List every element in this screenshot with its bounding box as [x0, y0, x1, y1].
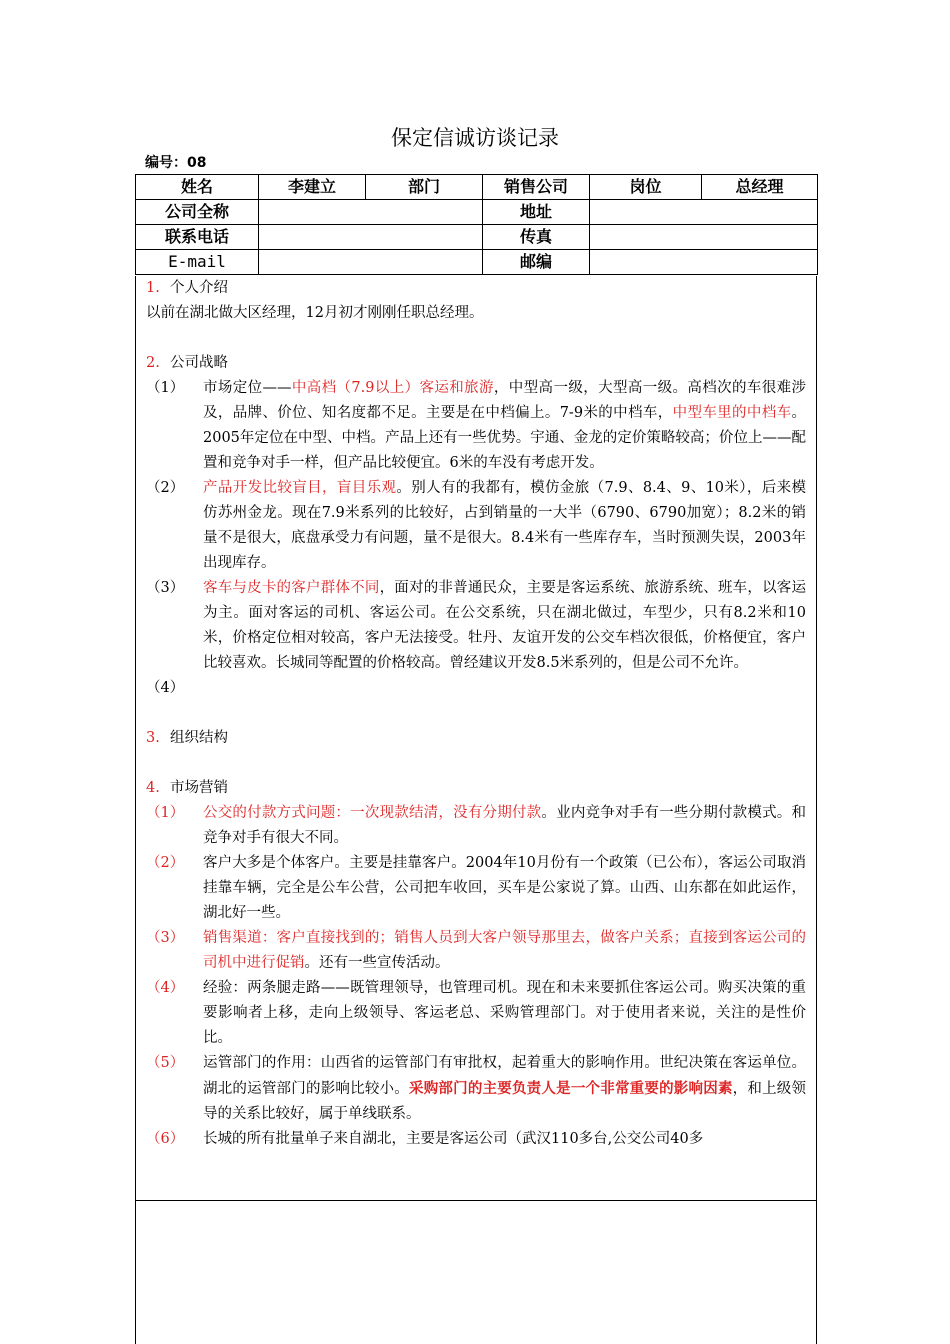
interview-content [135, 276, 817, 1344]
value-position: 总经理 [702, 175, 818, 200]
document-number: 编号：08 [145, 155, 207, 171]
value-address [590, 200, 818, 225]
info-table [135, 174, 818, 275]
list-item: （4） 经验：两条腿走路——既管理领导，也管理司机。现在和未来要抓住客运公司。购买决策的重要影响者上移，走向上级领导、客运老总、采购管理部门。对于使用者来说，关注的是性价比。 [146, 980, 806, 1046]
value-phone [259, 225, 483, 250]
section-heading: 1. 个人介绍 [146, 280, 228, 296]
page-bottom-border [135, 1200, 817, 1201]
section-heading: 4. 市场营销 [146, 780, 228, 796]
label-address: 地址 [483, 200, 590, 225]
label-name: 姓名 [136, 175, 259, 200]
table-row [136, 200, 818, 225]
label-position: 岗位 [590, 175, 702, 200]
value-postcode [590, 250, 818, 275]
list-item: （5） 运管部门的作用：山西省的运管部门有审批权，起着重大的影响作用。世纪决策在客运单位。湖北的运管部门的影响比较小。采购部门的主要负责人是一个非常重要的影响因素，和上级领导的关系比较好，属于单线联系。 [146, 1055, 806, 1122]
table-row [136, 175, 818, 200]
list-item: （1） 市场定位——中高档（7.9以上）客运和旅游，中型高一级，大型高一级。高档次的车很难涉及，品牌、价位、知名度都不足。主要是在中档偏上。7-9米的中档车，中型车里的中档车。2005年定位在中型、中档。产品上还有一些优势。宇通、金龙的定价策略较高；价位上——配置和竞争对手一样，但产品比较便宜。6米的车没有考虑开发。 [146, 380, 806, 471]
section-heading: 2. 公司战略 [146, 355, 228, 371]
label-email: E-mail [136, 250, 259, 275]
value-name: 李建立 [259, 175, 366, 200]
label-company-name: 公司全称 [136, 200, 259, 225]
label-phone: 联系电话 [136, 225, 259, 250]
page-title: 保定信诚访谈记录 [391, 126, 559, 150]
label-postcode: 邮编 [483, 250, 590, 275]
value-fax [590, 225, 818, 250]
list-item: （1） 公交的付款方式问题：一次现款结清，没有分期付款。业内竞争对手有一些分期付款模式。和竞争对手有很大不同。 [146, 805, 806, 846]
label-fax: 传真 [483, 225, 590, 250]
list-item: （2） 客户大多是个体客户。主要是挂靠客户。2004年10月份有一个政策（已公布），客运公司取消挂靠车辆，完全是公车公营，公司把车收回，买车是公家说了算。山西、山东都在如此运作，湖北好一些。 [146, 855, 806, 921]
table-row [136, 225, 818, 250]
list-item: （3） 销售渠道：客户直接找到的；销售人员到大客户领导那里去，做客户关系；直接到客运公司的司机中进行促销。还有一些宣传活动。 [146, 930, 806, 971]
section-text: 以前在湖北做大区经理，12月初才刚刚任职总经理。 [146, 305, 484, 321]
list-item: （4） [146, 680, 185, 696]
value-email [259, 250, 483, 275]
value-company-name [259, 200, 483, 225]
section-heading: 3. 组织结构 [146, 730, 228, 746]
list-item: （6） 长城的所有批量单子来自湖北，主要是客运公司（武汉110多台,公交公司40多 [146, 1131, 704, 1147]
list-item: （3） 客车与皮卡的客户群体不同，面对的非普通民众，主要是客运系统、旅游系统、班车，以客运为主。面对客运的司机、客运公司。在公交系统，只在湖北做过，车型少，只有8.2米和10米，价格定位相对较高，客户无法接受。牡丹、友谊开发的公交车档次很低，价格便宜，客户比较喜欢。长城同等配置的价格较高。曾经建议开发8.5米系列的，但是公司不允许。 [146, 580, 806, 671]
value-department: 销售公司 [483, 175, 590, 200]
list-item: （2） 产品开发比较盲目，盲目乐观。别人有的我都有，模仿金旅（7.9、8.4、9、10米），后来模仿苏州金龙。现在7.9米系列的比较好，占到销量的一大半（6790、6790加宽）；8.2米的销量不是很大，底盘承受力有问题，量不是很大。8.4米有一些库存车，当时预测失误，2003年出现库存。 [146, 480, 806, 571]
table-row [136, 250, 818, 275]
label-department: 部门 [366, 175, 483, 200]
